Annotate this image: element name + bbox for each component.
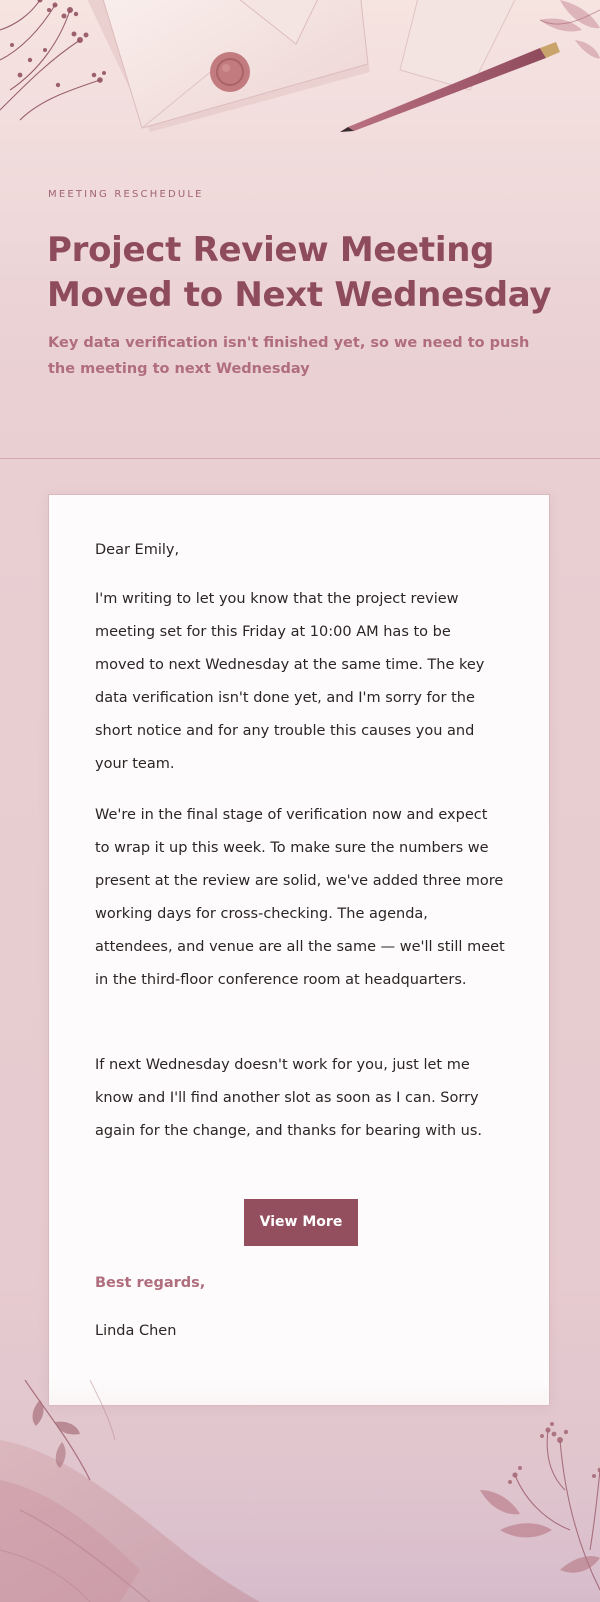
signature: Linda Chen <box>95 1323 177 1339</box>
footer-illustration <box>0 1380 600 1602</box>
eyebrow-label: MEETING RESCHEDULE <box>48 189 204 200</box>
letter-paragraph: I'm writing to let you know that the project review meeting set for this Friday at 10:00 AM has to be moved to next Wednesday at the same time. The key data verification isn't done yet, and I'm sorry for the short notice and for any trouble this causes you and your team. <box>95 591 485 772</box>
salutation: Dear Emily, <box>95 542 180 558</box>
page-subtitle: Key data verification isn't finished yet, so we need to push the meeting to next Wednesday <box>48 335 530 377</box>
letter-card <box>48 494 550 1406</box>
letter-body <box>95 539 505 1139</box>
closing-line: Best regards, <box>95 1275 206 1291</box>
hero-header <box>0 0 600 458</box>
letter-paragraph: If next Wednesday doesn't work for you, just let me know and I'll find another slot as soon as I can. Sorry again for the change, and thanks for bearing with us. <box>95 1057 483 1139</box>
letter-paragraph: We're in the final stage of verification now and expect to wrap it up this week. To make sure the numbers we present at the review are solid, we've added three more working days for cross-checking. The agenda, attendees, and venue are all the same — we'll still meet in the third-floor conference room at headquarters. <box>95 807 505 988</box>
hero-divider <box>0 458 600 459</box>
view-more-button[interactable]: View More <box>244 1199 358 1246</box>
page-title: Project Review Meeting Moved to Next Wednesday <box>47 230 552 315</box>
